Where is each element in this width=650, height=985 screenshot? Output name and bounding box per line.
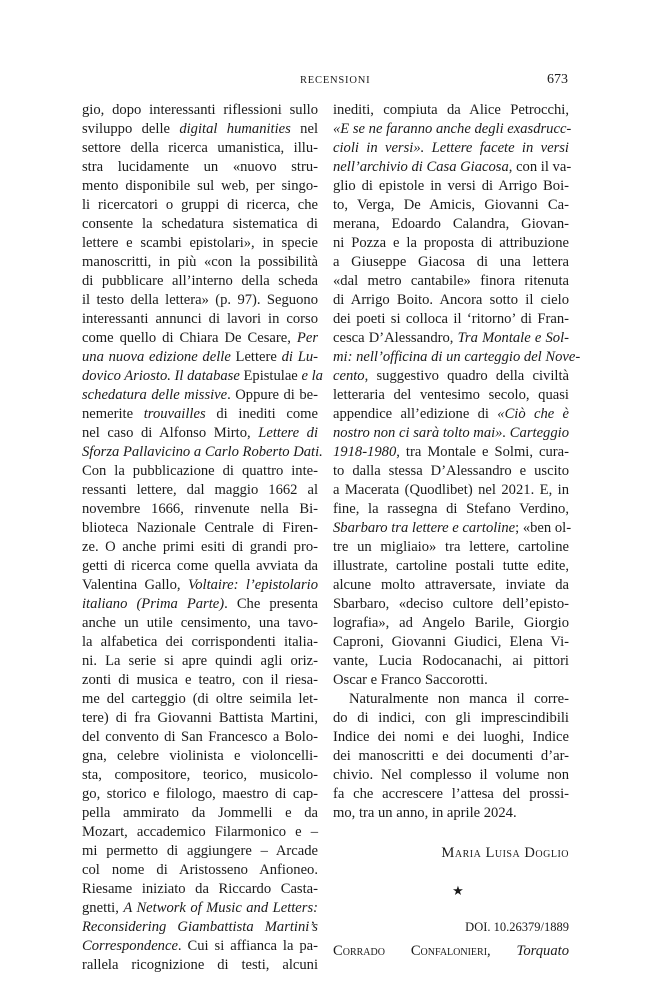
text-line: Sbarbaro tra lettere e cartoline; «ben ol- xyxy=(333,520,572,536)
text-line: di Arrigo Boito. Ancora sotto il cielo xyxy=(333,292,569,308)
text-line: tere) di fra Giovanni Battista Martini, xyxy=(82,710,318,726)
text-line: li ricercatori o gruppi di ricerca, che xyxy=(82,197,318,213)
text-line: sta, compositore, teorico, musicolo- xyxy=(82,767,318,783)
left-column xyxy=(82,101,323,975)
doi-reference: DOI. 10.26379/1889 xyxy=(465,920,569,934)
text-line: a Giuseppe Giacosa di una lettera xyxy=(333,254,569,270)
spacer xyxy=(333,900,569,918)
text-line: Mozart, accademico Filarmonico e – xyxy=(82,824,318,840)
text-line: nemerite trouvailles di inediti come xyxy=(82,406,318,422)
text-line: blioteca Nazionale Centrale di Firen- xyxy=(82,520,318,536)
text-line: schedatura delle missive. Oppure di be- xyxy=(82,387,318,403)
text-line: la alfabetica dei corrispondenti italia- xyxy=(82,634,318,650)
text-line: dovico Ariosto. Il database Epistulae e la xyxy=(82,368,323,384)
text-line: Naturalmente non manca il corre- xyxy=(349,691,569,707)
text-line: col nome di Aristosseno Anfioneo. xyxy=(82,862,318,878)
text-line: to, Verga, De Amicis, Giovanni Ca- xyxy=(333,197,569,213)
text-line: del convento di San Francesco a Bolo- xyxy=(82,729,318,745)
text-line: dei manoscritti e dei documenti d’ar- xyxy=(333,748,569,764)
text-line: Oscar e Franco Saccorotti. xyxy=(333,672,488,688)
text-line: cesca D’Alessandro, Tra Montale e Sol- xyxy=(333,330,570,346)
text-line: italiano (Prima Parte). Che presenta xyxy=(82,596,318,612)
text-line: stra lucidamente un «nuovo stru- xyxy=(82,159,318,175)
text-line: appendice all’edizione di «Ciò che è xyxy=(333,406,569,422)
text-line: ni. La serie si apre quindi agli oriz- xyxy=(82,653,318,669)
text-line: mo, tra un anno, in aprile 2024. xyxy=(333,805,517,821)
text-line: cioli in versi». Lettere facete in versi xyxy=(333,140,569,156)
text-line: ni Pozza e la proposta di attribuzione xyxy=(333,235,569,251)
text-line: fa che accrescere l’attesa del prossi- xyxy=(333,786,569,802)
text-line: nell’archivio di Casa Giacosa, con il va- xyxy=(333,159,572,175)
text-line: letteraria del ventesimo secolo, quasi xyxy=(333,387,569,403)
text-line: mi: nell’officina di un carteggio del Nove- xyxy=(333,349,581,365)
text-line: Correspondence. Cui si affianca la pa- xyxy=(82,938,318,954)
spacer xyxy=(333,863,569,881)
text-line: dei poeti si colloca il ‘ritorno’ di Fran- xyxy=(333,311,569,327)
text-line: me del carteggio (di oltre seimila let- xyxy=(82,691,318,707)
text-line: vante, Lucia Rodocanachi, ai pittori xyxy=(333,653,569,669)
text-line: il testo della lettera» (p. 97). Seguono xyxy=(82,292,318,308)
text-line: nel caso di Alfonso Mirto, Lettere di xyxy=(82,425,319,441)
text-line: novembre 1666, rinvenute nella Bi- xyxy=(82,501,318,517)
next-review-heading: Corrado Confalonieri, Torquato xyxy=(333,943,569,959)
text-line: getti di ricerca come quella avviata da xyxy=(82,558,318,574)
text-line: manoscritti, in più «con la possibilità xyxy=(82,254,318,270)
text-line: come quello di Chiara De Cesare, Per xyxy=(82,330,318,346)
text-line: lografia», ad Angelo Barile, Giorgio xyxy=(333,615,569,631)
text-line: glio di epistole in versi di Arrigo Boi- xyxy=(333,178,569,194)
text-line: Indice dei nomi e dei luoghi, Indice xyxy=(333,729,569,745)
text-line: fine, la rassegna di Stefano Verdino, xyxy=(333,501,569,517)
text-line: tre un migliaio» tra lettere, cartoline xyxy=(333,539,569,555)
text-line: to dalla stessa D’Alessandro e uscito xyxy=(333,463,569,479)
text-line: Caproni, Giovanni Giudici, Elena Vi- xyxy=(333,634,569,650)
text-line: nostro non ci sarà tolto mai». Carteggio xyxy=(333,425,569,441)
text-line: pella ammirato da Jommelli e da xyxy=(82,805,318,821)
text-line: a Macerata (Quodlibet) nel 2021. E, in xyxy=(333,482,569,498)
text-line: Con la pubblicazione di quattro inte- xyxy=(82,463,318,479)
text-line: Riesame iniziato da Riccardo Casta- xyxy=(82,881,318,897)
text-line: mi permetto di aggiungere – Arcade xyxy=(82,843,318,859)
text-line: Reconsidering Giambattista Martini’s xyxy=(82,919,318,935)
text-line: anche un utile censimento, una tavo- xyxy=(82,615,318,631)
text-line: cento, suggestivo quadro della civiltà xyxy=(333,368,569,384)
text-line: sviluppo delle digital humanities nel xyxy=(82,121,318,137)
text-line: «dal metro cantabile» finora ritenuta xyxy=(333,273,569,289)
text-line: una nuova edizione delle Lettere di Lu- xyxy=(82,349,318,365)
text-line: Sforza Pallavicino a Carlo Roberto Dati. xyxy=(82,444,323,460)
text-line: merana, Edoardo Calandra, Giovan- xyxy=(333,216,569,232)
author-signature: Maria Luisa Doglio xyxy=(441,845,569,861)
section-separator-star: ★ xyxy=(452,883,464,898)
text-line: di pubblicare all’interno della scheda xyxy=(82,273,318,289)
text-line: do di indici, con gli imprescindibili xyxy=(333,710,569,726)
text-line: ressanti lettere, dal maggio 1662 al xyxy=(82,482,318,498)
page-number: 673 xyxy=(547,72,568,87)
text-line: rallela ricognizione di testi, alcuni xyxy=(82,957,318,973)
text-line: chivio. Nel complesso il volume non xyxy=(333,767,569,783)
text-line: interessanti annunci di lavori in corso xyxy=(82,311,318,327)
text-line: consente la schedatura sistematica di xyxy=(82,216,318,232)
text-line: mento disponibile sul web, per singo- xyxy=(82,178,318,194)
running-head: RECENSIONI xyxy=(300,75,371,86)
text-line: gio, dopo interessanti riflessioni sullo xyxy=(82,102,318,118)
text-line: «E se ne faranno anche degli exasdrucc- xyxy=(333,121,572,137)
text-line: inediti, compiuta da Alice Petrocchi, xyxy=(333,102,569,118)
right-column-body xyxy=(333,101,581,823)
text-line: illustrate, cartoline postali tutte edite, xyxy=(333,558,569,574)
text-line: settore della ricerca umanistica, illu- xyxy=(82,140,318,156)
text-line: 1918-1980, tra Montale e Solmi, cura- xyxy=(333,444,569,460)
text-line: alcune molto attraversate, inviate da xyxy=(333,577,569,593)
text-line: Valentina Gallo, Voltaire: l’epistolario xyxy=(82,577,318,593)
right-column xyxy=(333,101,581,961)
text-line: go, storico e filologo, maestro di cap- xyxy=(82,786,318,802)
spacer xyxy=(333,823,569,844)
text-line: ze. O anche primi esiti di grandi pro- xyxy=(82,539,318,555)
text-line: zonti di musica e teatro, con il riesa- xyxy=(82,672,318,688)
text-line: Sbarbaro, «deciso cultore dell’episto- xyxy=(333,596,569,612)
text-line: gna, celebre violinista e violoncelli- xyxy=(82,748,318,764)
text-line: gnetti, A Network of Music and Letters: xyxy=(82,900,318,916)
text-line: lettere e scambi epistolari», in specie xyxy=(82,235,318,251)
